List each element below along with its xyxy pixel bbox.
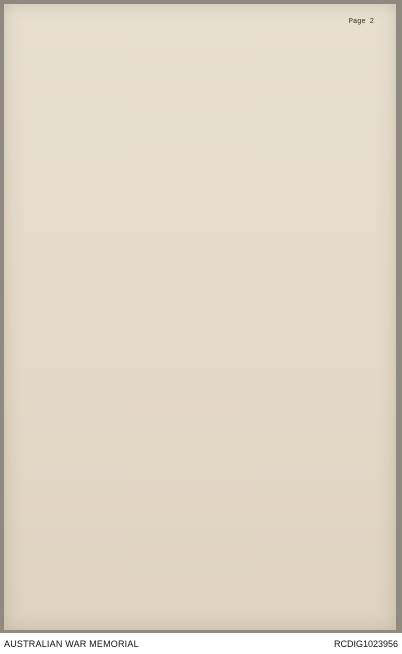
document-page — [4, 4, 396, 630]
document-paragraph — [30, 431, 378, 587]
document-paragraph — [30, 32, 378, 210]
document-paragraph — [30, 210, 378, 431]
record-id: RCDIG1023956 — [333, 639, 398, 649]
text-line — [30, 620, 378, 622]
document-paragraph — [30, 587, 378, 622]
document-body — [30, 32, 378, 622]
archive-footer — [0, 633, 402, 654]
archive-name: AUSTRALIAN WAR MEMORIAL — [4, 639, 139, 649]
page-number: Page 2 — [348, 18, 374, 26]
